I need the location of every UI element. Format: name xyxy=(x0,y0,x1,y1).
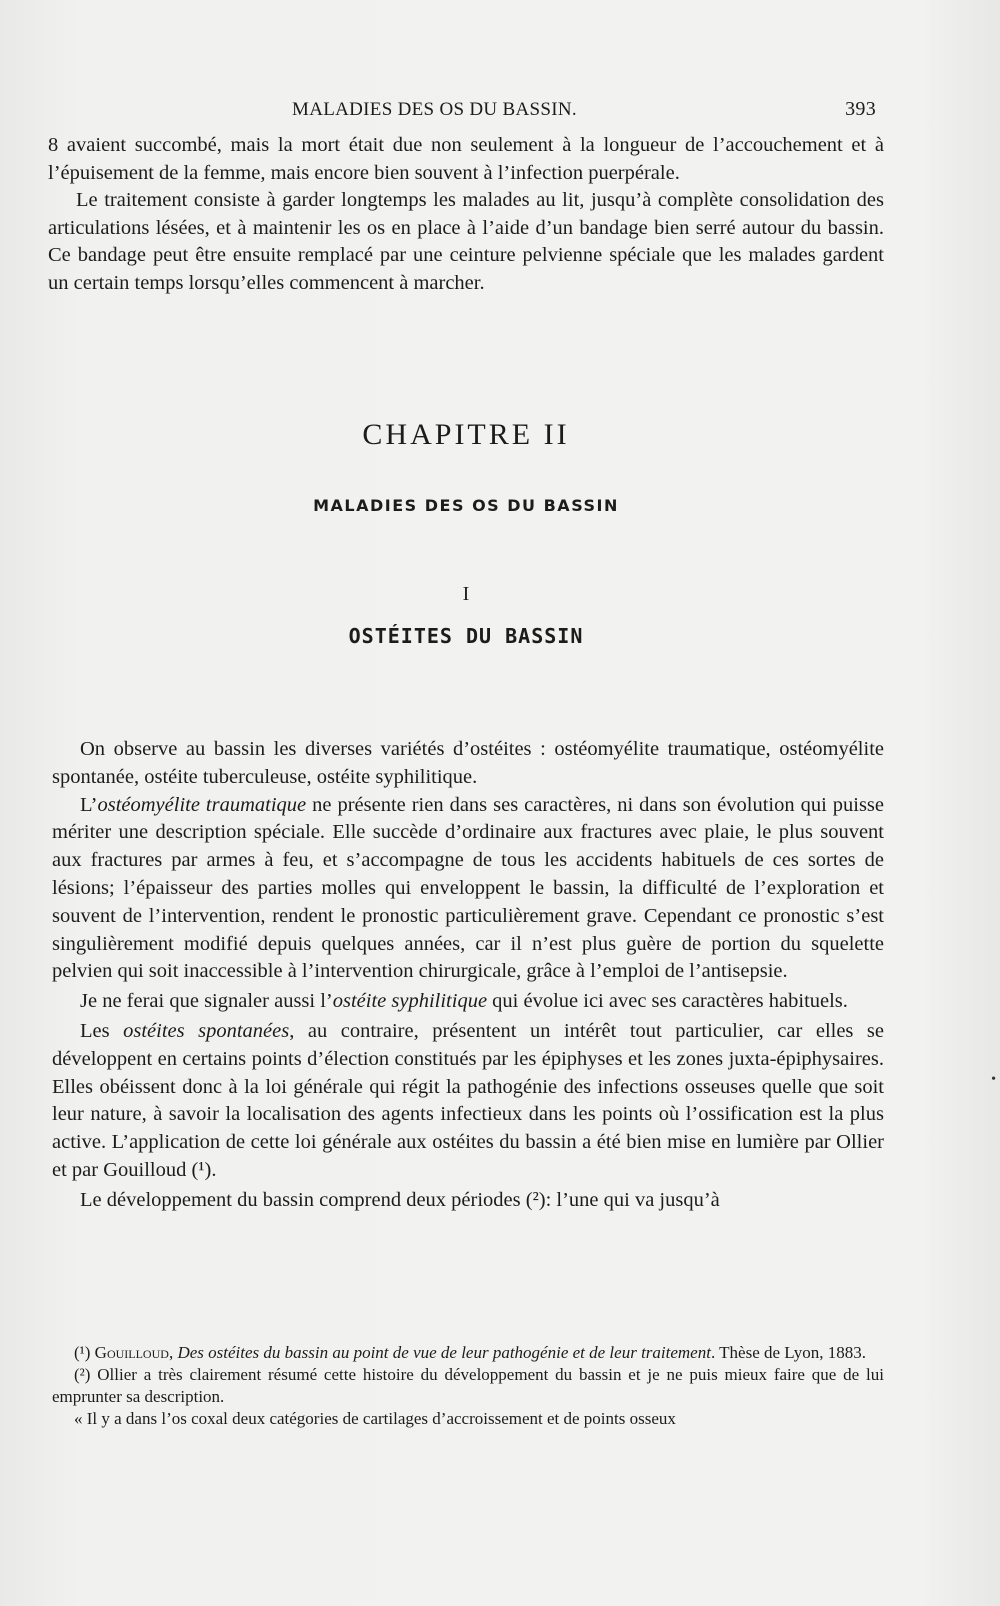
footnote-1: (¹) Gouilloud, Des ostéites du bassin au point de vue de leur pathogénie et de leur traitement. Thèse de Lyon, 1883. xyxy=(74,1343,866,1362)
footnote-ref-2: (²) xyxy=(525,1188,546,1211)
intro-paragraph-1: 8 avaient succombé, mais la mort était due non seulement à la longueur de l’accouchement et à l’épuisement de la femme, mais encore bien souvent à l’infection puerpérale. xyxy=(48,134,884,184)
emphasis-osteomyelite: ostéomyélite traumatique xyxy=(97,793,307,816)
paragraph-2: L’ostéomyélite traumatique ne présente rien dans ses caractères, ni dans son évolution qui puisse mériter une description spéciale. Elle succède d’ordinaire aux fractures avec plaie, le plus souvent aux fractures par armes à feu, et s’accompagne de tous les accidents habituels de ces sortes de lésions; l’épaisseur des parties molles qui enveloppent le bassin, la difficulté de l’exploration et souvent de l’intervention, rendent le pronostic particulièrement grave. Cependant ce pronostic s’est singulièrement modifié depuis quelques années, car il n’est plus guère de portion du squelette pelvien qui soit inaccessible à l’intervention chirurgicale, grâce à l’emploi de l’antisepsie. xyxy=(52,793,884,983)
intro-paragraph-2: Le traitement consiste à garder longtemps les malades au lit, jusqu’à complète consolidation des articulations lésées, et à maintenir les os en place à l’aide d’un bandage bien serré autour du bassin. Ce bandage peut être ensuite remplacé par une ceinture pelvienne spéciale que les malades gardent un certain temps lorsqu’elles commencent à marcher. xyxy=(48,189,884,294)
section-title: OSTÉITES DU BASSIN xyxy=(348,623,584,648)
footnote-continuation: « Il y a dans l’os coxal deux catégories de cartilages d’accroissement et de points osseux xyxy=(74,1409,676,1428)
paragraph-4: Les ostéites spontanées, au contraire, présentent un intérêt tout particulier, car elles se développent en certains points d’élection constitués par les épiphyses et les zones juxta-épiphysaires. Elles obéissent donc à la loi générale qui régit la pathogénie des infections osseuses quelle que soit leur nature, à savoir la localisation des agents infectieux dans les points où l’ossification est la plus active. L’application de cette loi générale aux ostéites du bassin a été bien mise en lumière par Ollier et par Gouilloud (¹). xyxy=(52,1019,885,1181)
intro-text xyxy=(48,132,884,688)
running-header xyxy=(292,98,876,121)
emphasis-spontanees: ostéites spontanées xyxy=(123,1019,290,1042)
footnote-work-title: Des ostéites du bassin au point de vue de leur pathogénie et de leur traitement xyxy=(177,1343,711,1362)
running-title: MALADIES DES OS DU BASSIN. xyxy=(292,99,577,120)
paragraph-1: On observe au bassin les diverses variétés d’ostéites : ostéomyélite traumatique, ostéomyélite spontanée, ostéite tuberculeuse, ostéite syphilitique. xyxy=(52,738,884,788)
section-body xyxy=(52,736,884,1215)
paragraph-5: Le développement du bassin comprend deux périodes (²): l’une qui va jusqu’à xyxy=(80,1188,720,1211)
section-number: I xyxy=(462,583,470,606)
footnote-2: (²) Ollier a très clairement résumé cette histoire du développement du bassin et je ne puis mieux faire que de lui emprunter sa description. xyxy=(52,1365,884,1406)
emphasis-syphilitique: ostéite syphilitique xyxy=(332,990,488,1013)
footnote-ref-1: (¹) xyxy=(191,1158,212,1181)
page-number: 393 xyxy=(845,98,876,120)
chapter-title: CHAPITRE II xyxy=(362,417,570,451)
footnotes xyxy=(52,1342,884,1430)
paragraph-3: Je ne ferai que signaler aussi l’ostéite syphilitique qui évolue ici avec ses caractères habituels. xyxy=(80,990,848,1013)
chapter-subtitle: MALADIES DES OS DU BASSIN xyxy=(313,495,619,515)
footnote-author: Gouilloud xyxy=(94,1343,169,1362)
margin-speck-icon: • xyxy=(991,1072,996,1087)
